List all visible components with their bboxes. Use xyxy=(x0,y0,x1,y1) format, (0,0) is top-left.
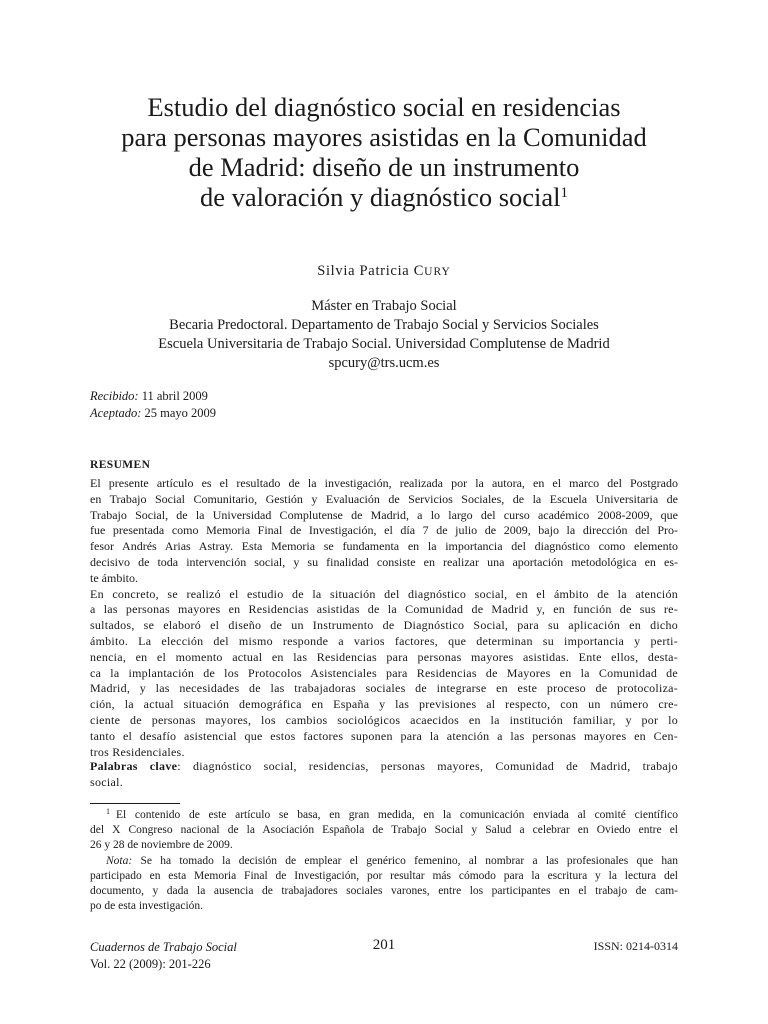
journal-volume: Vol. 22 (2009): 201-226 xyxy=(90,957,211,971)
abstract-paragraph xyxy=(90,587,678,761)
note-text: Se ha tomado la decisión de emplear el genérico femenino, al nombrar a las profesionales que han xyxy=(132,854,678,867)
text-line: en Trabajo Social Comunitario, Gestión y Evaluación de Servicios Sociales, de la Escuela Universitaria de xyxy=(90,491,678,506)
footnote-line: participado en esta Memoria Final de Investigación, por resultar más cómodo para la escritura y la lectura del xyxy=(90,869,678,882)
footnotes xyxy=(90,808,678,914)
author-affiliation xyxy=(40,297,728,373)
text-line: El presente artículo es el resultado de la investigación, realizada por la autora, en el marco del Postgrado xyxy=(90,476,678,490)
note-label: Nota: xyxy=(106,854,133,867)
abstract-heading: RESUMEN xyxy=(90,459,151,471)
keywords-text: : diagnóstico social, residencias, personas mayores, Comunidad de Madrid, trabajo xyxy=(177,759,678,773)
abstract-paragraph xyxy=(90,476,678,587)
page-number: 201 xyxy=(372,937,396,953)
footnote-line: del X Congreso nacional de la Asociación Española de Trabajo Social y Salud a celebrar en Oviedo entre el xyxy=(90,824,678,837)
issn: ISSN: 0214-0314 xyxy=(593,939,678,953)
author-surname xyxy=(414,263,451,279)
article-dates xyxy=(90,388,216,422)
author-given-name: Silvia Patricia xyxy=(317,263,410,279)
text-line: decisivo de toda intervención social, y su finalidad consiste en realizar una aportación metodológica en es- xyxy=(90,554,678,569)
text-line: tros Residenciales. xyxy=(90,744,185,759)
text-line: fesor Andrés Arias Astray. Esta Memoria se fundamenta en la importancia del diagnóstico como elemento xyxy=(90,539,678,554)
keywords-line xyxy=(90,759,678,775)
text-line: ámbito. La elección del mismo responde a varios factores, que determinan su importancia y perti- xyxy=(90,633,678,648)
title-footnote-marker: 1 xyxy=(560,185,569,201)
author-name xyxy=(0,263,768,280)
keywords-line: social. xyxy=(90,774,124,789)
keywords-label: Palabras clave xyxy=(90,759,178,773)
received-label: Recibido: xyxy=(90,389,139,403)
footnote-line: 26 y 28 de noviembre de 2009. xyxy=(90,839,233,852)
title-line-text: de valoración y diagnóstico social xyxy=(199,182,561,212)
text-line: ciente de personas mayores, los cambios sociológicos acaecidos en la institución familiar, y por lo xyxy=(90,712,678,727)
footnote-number: 1 xyxy=(106,807,110,816)
journal-name-text: Cuadernos de Trabajo Social xyxy=(90,940,237,954)
text-line: nencia, en el momento actual en las Residencias para personas mayores asistidas. Ente ellos, desta- xyxy=(90,649,678,664)
text-line: ción, la actual situación demográfica en España y las previsiones al respecto, con un número cre- xyxy=(90,697,678,712)
affiliation-university: Escuela Universitaria de Trabajo Social. Universidad Complutense de Madrid xyxy=(158,336,610,352)
title-line: de Madrid: diseño de un instrumento xyxy=(188,152,580,182)
article-title xyxy=(60,92,708,212)
keywords xyxy=(90,759,678,791)
title-line: Estudio del diagnóstico social en residencias xyxy=(147,92,621,122)
text-line: Trabajo Social, de la Universidad Complutense de Madrid, a lo largo del curso académico 2008-2009, que xyxy=(90,507,678,522)
title-line: para personas mayores asistidas en la Comunidad xyxy=(121,122,647,152)
text-line: Madrid, y las necesidades de las trabajadoras sociales de integrarse en este proceso de protocoliza- xyxy=(90,681,678,696)
abstract-body xyxy=(90,476,678,760)
title-line xyxy=(60,182,708,212)
received-date xyxy=(90,388,216,405)
affiliation-degree: Máster en Trabajo Social xyxy=(311,298,457,314)
accepted-value: 25 mayo 2009 xyxy=(144,406,217,420)
footnote-text: El contenido de este artículo se basa, en gran medida, en la comunicación enviada al comité científico xyxy=(116,809,678,821)
text-line: fue presentada como Memoria Final de Investigación, el día 7 de julio de 2009, bajo la dirección del Pro- xyxy=(90,523,678,538)
text-line: a las personas mayores en Residencias asistidas de la Comunidad de Madrid y, en función de sus re- xyxy=(90,602,678,617)
affiliation-department: Becaria Predoctoral. Departamento de Trabajo Social y Servicios Sociales xyxy=(169,317,599,333)
text-line: sultados, se elaboró el diseño de un Instrumento de Diagnóstico Social, para su aplicación en dicho xyxy=(90,618,678,633)
author-surname-initial: C xyxy=(413,263,425,279)
footnote-line: po de esta investigación. xyxy=(90,900,204,913)
text-line: tanto el desafío asistencial que estos factores suponen para la atención a las personas mayores en Cen- xyxy=(90,728,678,743)
accepted-date xyxy=(90,405,216,422)
accepted-label: Aceptado: xyxy=(90,406,142,420)
footnote-line xyxy=(90,808,678,823)
author-email-link[interactable]: spcury@trs.ucm.es xyxy=(328,355,440,371)
author-surname-rest: URY xyxy=(424,266,451,278)
text-line: ca la implantación de los Protocolos Asistenciales para Residencias de Mayores en la Comunidad de xyxy=(90,665,678,680)
text-line: En concreto, se realizó el estudio de la situación del diagnóstico social, en el ámbito de la atención xyxy=(90,586,678,601)
received-value: 11 abril 2009 xyxy=(141,389,208,403)
footnote-divider xyxy=(90,803,180,804)
footnote-line: documento, y dada la ausencia de trabajadores sociales varones, entre los participantes en el trabajo de cam- xyxy=(90,885,678,898)
footnote-line xyxy=(90,854,678,869)
text-line: te ámbito. xyxy=(90,570,138,585)
